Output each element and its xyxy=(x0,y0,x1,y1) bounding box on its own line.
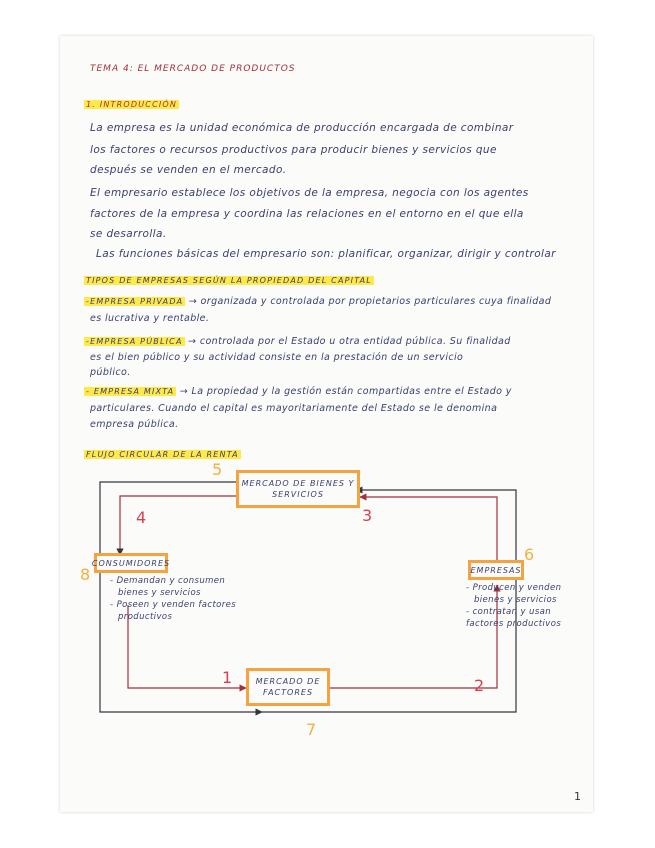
intro-line: Las funciones básicas del empresario son: planificar, organizar, dirigir y controlar xyxy=(96,248,556,260)
tipo-privada-label: -EMPRESA PRIVADA xyxy=(86,297,184,306)
flow-number: 4 xyxy=(136,508,147,527)
tipo-mixta-line: particulares. Cuando el capital es mayoritariamente del Estado se le denomina xyxy=(90,403,498,414)
tipo-publica-label: -EMPRESA PÚBLICA xyxy=(86,337,183,346)
mercado-factores-box: MERCADO DE FACTORES xyxy=(246,668,330,706)
tipo-mixta-label: - EMPRESA MIXTA xyxy=(86,387,175,396)
tipo-mixta-line: - EMPRESA MIXTA → La propiedad y la gestión están compartidas entre el Estado y xyxy=(86,386,512,397)
flow-number: 7 xyxy=(306,720,317,739)
intro-line: El empresario establece los objetivos de la empresa, negocia con los agentes xyxy=(90,187,529,199)
tipo-mixta-line: empresa pública. xyxy=(90,419,179,430)
page-title: TEMA 4: EL MERCADO DE PRODUCTOS xyxy=(90,64,296,74)
tipo-privada-line: -EMPRESA PRIVADA → organizada y controlada por propietarios particulares cuya finalidad xyxy=(86,296,552,307)
tipos-heading: TIPOS DE EMPRESAS SEGÚN LA PROPIEDAD DEL CAPITAL xyxy=(86,276,372,285)
empresas-notes: - Producen y venden bienes y servicios - contratan y usan factores productivos xyxy=(466,583,562,629)
tipo-privada-line: es lucrativa y rentable. xyxy=(90,313,210,324)
flujo-heading: FLUJO CIRCULAR DE LA RENTA xyxy=(86,450,239,459)
intro-line: La empresa es la unidad económica de producción encargada de combinar xyxy=(90,122,514,134)
consumidores-notes: - Demandan y consumen bienes y servicios - Poseen y venden factores productivos xyxy=(110,576,237,622)
tipo-publica-line: -EMPRESA PÚBLICA → controlada por el Estado u otra entidad pública. Su finalidad xyxy=(86,336,511,347)
page-number: 1 xyxy=(574,790,582,803)
flow-number: 2 xyxy=(474,676,485,695)
inner-flow-line xyxy=(360,497,497,560)
intro-heading: 1. INTRODUCCIÓN xyxy=(86,100,178,109)
intro-line: se desarrolla. xyxy=(90,228,167,240)
empresas-box: EMPRESAS xyxy=(468,560,524,580)
consumidores-box: CONSUMIDORES xyxy=(94,553,168,573)
flow-number: 1 xyxy=(222,668,233,687)
flow-number: 5 xyxy=(212,460,223,479)
flow-number: 8 xyxy=(80,565,91,584)
tipo-publica-line: es el bien público y su actividad consiste en la prestación de un servicio xyxy=(90,352,464,363)
intro-line: factores de la empresa y coordina las relaciones en el entorno en el que ella xyxy=(90,208,524,220)
mercado-bienes-box: MERCADO DE BIENES Y SERVICIOS xyxy=(236,470,360,508)
flow-number: 6 xyxy=(524,545,535,564)
flow-number: 3 xyxy=(362,506,373,525)
intro-line: después se venden en el mercado. xyxy=(90,164,287,176)
intro-line: los factores o recursos productivos para producir bienes y servicios que xyxy=(90,144,497,156)
tipo-publica-line: público. xyxy=(90,367,131,378)
